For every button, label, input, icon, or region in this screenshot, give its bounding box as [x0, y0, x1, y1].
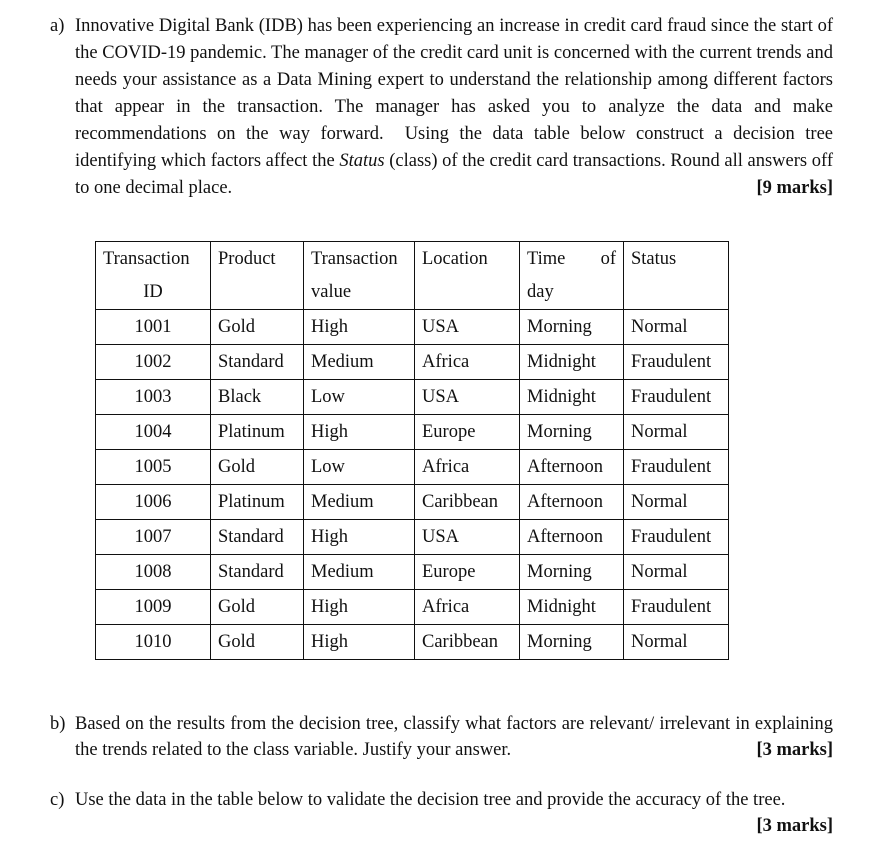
- question-a-text-before: Innovative Digital Bank (IDB) has been experiencing an increase in credit card fraud since the start of the COVID-19 pandemic. The manager of the credit card unit is concerned with the current trends and needs your assistance as a Data Mining expert to understand the relationship among different factors that appear in the transaction. The manager has asked you to analyze the data and make recommendations on the way forward. Using the data table below construct a decision tree identifying which factors affect the: [75, 16, 833, 171]
- table-cell: Medium: [304, 485, 415, 520]
- table-cell: 1003: [96, 380, 211, 415]
- question-c-text: Use the data in the table below to validate the decision tree and provide the accuracy of the tree.: [75, 790, 786, 810]
- table-cell: Normal: [624, 555, 729, 590]
- table-cell: Standard: [211, 345, 304, 380]
- table-cell: Africa: [415, 345, 520, 380]
- table-cell: Midnight: [520, 380, 624, 415]
- column-header-transaction-value: Transaction value: [304, 242, 415, 310]
- table-cell: Morning: [520, 555, 624, 590]
- table-cell: 1009: [96, 590, 211, 625]
- table-cell: Caribbean: [415, 485, 520, 520]
- table-cell: Low: [304, 380, 415, 415]
- table-cell: 1001: [96, 310, 211, 345]
- table-cell: Fraudulent: [624, 345, 729, 380]
- table-row: [96, 415, 729, 450]
- table-cell: Morning: [520, 415, 624, 450]
- table-cell: Normal: [624, 310, 729, 345]
- table-cell: Gold: [211, 450, 304, 485]
- table-cell: Black: [211, 380, 304, 415]
- question-b-label: b): [50, 714, 66, 734]
- table-cell: Afternoon: [520, 485, 624, 520]
- table-cell: Platinum: [211, 485, 304, 520]
- table-cell: 1007: [96, 520, 211, 555]
- table-row: [96, 485, 729, 520]
- table-cell: 1010: [96, 625, 211, 660]
- table-cell: Gold: [211, 590, 304, 625]
- table-cell: Medium: [304, 555, 415, 590]
- question-a: [50, 13, 833, 202]
- question-c-label: c): [50, 790, 65, 810]
- table-cell: Europe: [415, 415, 520, 450]
- table-cell: Fraudulent: [624, 520, 729, 555]
- question-c-marks: [3 marks]: [756, 816, 833, 836]
- status-word-italic: Status: [339, 151, 385, 171]
- table-row: [96, 310, 729, 345]
- table-cell: 1002: [96, 345, 211, 380]
- table-cell: 1004: [96, 415, 211, 450]
- table-row: [96, 625, 729, 660]
- table-cell: High: [304, 590, 415, 625]
- table-cell: Fraudulent: [624, 450, 729, 485]
- column-header-location: Location: [415, 242, 520, 310]
- table-cell: High: [304, 520, 415, 555]
- table-cell: High: [304, 625, 415, 660]
- question-b-marks: [3 marks]: [756, 740, 833, 760]
- question-a-text: [75, 13, 833, 202]
- table-cell: High: [304, 415, 415, 450]
- table-cell: Midnight: [520, 345, 624, 380]
- question-b-text: Based on the results from the decision tree, classify what factors are relevant/ irrelevant in explaining the trends related to the class variable. Justify your answer.: [75, 714, 833, 760]
- question-a-label: a): [50, 16, 65, 36]
- question-b: [50, 711, 833, 763]
- table-header-row: [96, 242, 729, 310]
- column-header-time-of-day: Time of day: [520, 242, 624, 310]
- table-cell: USA: [415, 310, 520, 345]
- column-header-status: Status: [624, 242, 729, 310]
- table-cell: Afternoon: [520, 450, 624, 485]
- table-cell: High: [304, 310, 415, 345]
- question-c: [50, 787, 833, 839]
- table-cell: USA: [415, 520, 520, 555]
- column-header-product: Product: [211, 242, 304, 310]
- table-cell: Afternoon: [520, 520, 624, 555]
- table-cell: 1008: [96, 555, 211, 590]
- table-cell: Gold: [211, 310, 304, 345]
- table-cell: Low: [304, 450, 415, 485]
- table-row: [96, 555, 729, 590]
- table-cell: Normal: [624, 415, 729, 450]
- table-cell: Medium: [304, 345, 415, 380]
- table-cell: Normal: [624, 625, 729, 660]
- table-row: [96, 520, 729, 555]
- table-cell: Africa: [415, 590, 520, 625]
- table-cell: Fraudulent: [624, 590, 729, 625]
- table-cell: Africa: [415, 450, 520, 485]
- table-container: [50, 241, 833, 660]
- table-row: [96, 450, 729, 485]
- table-row: [96, 590, 729, 625]
- table-cell: Normal: [624, 485, 729, 520]
- column-header-transaction-id: Transaction ID: [96, 242, 211, 310]
- table-cell: Gold: [211, 625, 304, 660]
- table-cell: Platinum: [211, 415, 304, 450]
- table-row: [96, 345, 729, 380]
- transactions-table: [95, 241, 729, 660]
- table-row: [96, 380, 729, 415]
- table-cell: Standard: [211, 555, 304, 590]
- table-cell: Europe: [415, 555, 520, 590]
- table-cell: Morning: [520, 625, 624, 660]
- question-a-marks: [9 marks]: [756, 178, 833, 198]
- table-cell: 1006: [96, 485, 211, 520]
- table-cell: Fraudulent: [624, 380, 729, 415]
- question-a-text-after: (class) of the credit card transactions. Round all answers off to one decimal place.: [75, 151, 834, 198]
- table-cell: Midnight: [520, 590, 624, 625]
- table-cell: 1005: [96, 450, 211, 485]
- table-cell: Morning: [520, 310, 624, 345]
- table-cell: Caribbean: [415, 625, 520, 660]
- table-cell: USA: [415, 380, 520, 415]
- table-cell: Standard: [211, 520, 304, 555]
